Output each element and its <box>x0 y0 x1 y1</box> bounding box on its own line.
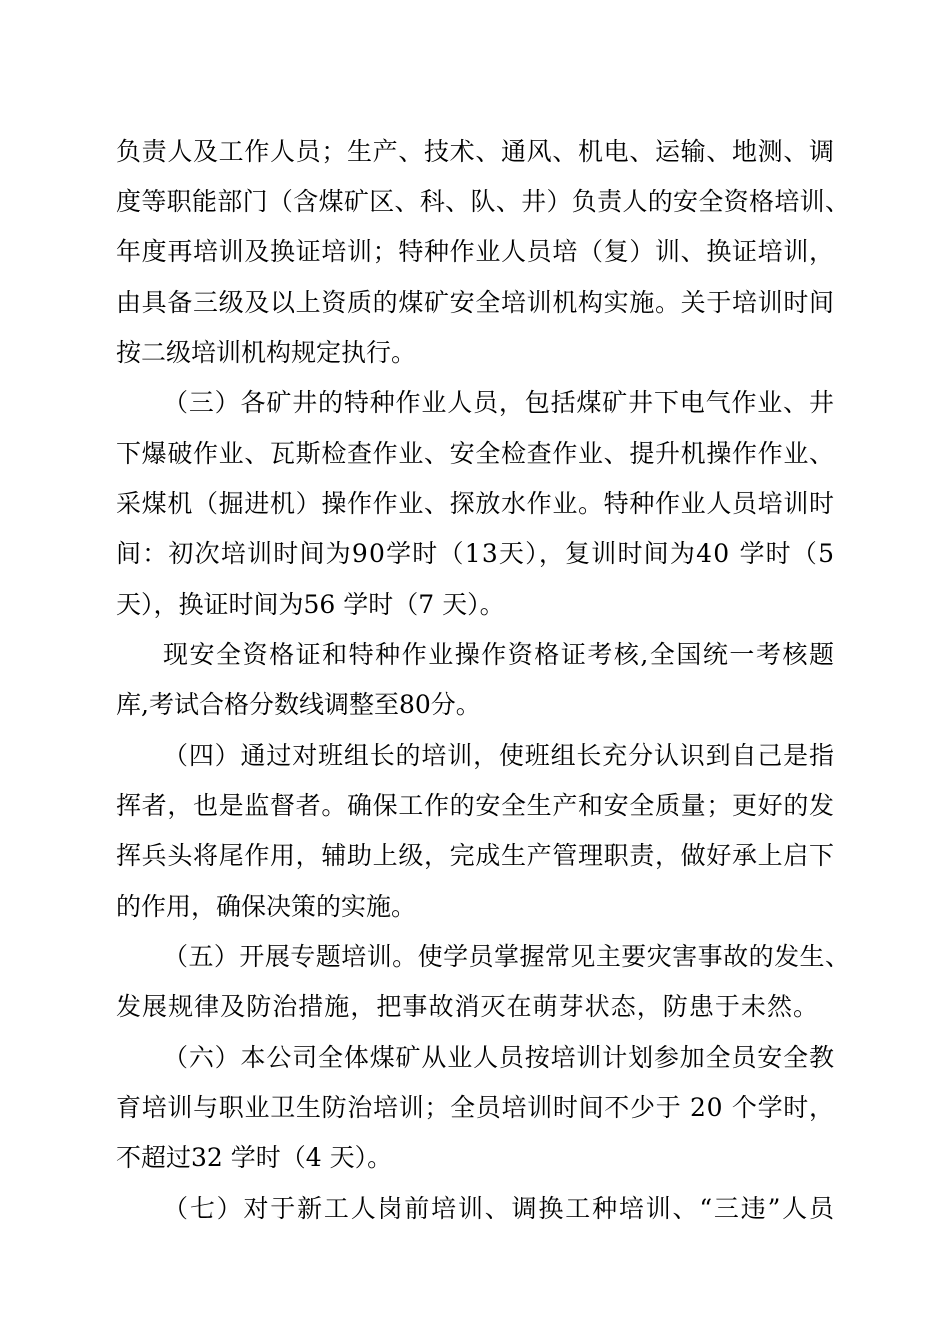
text-line: 度等职能部门（含煤矿区、科、队、井）负责人的安全资格培训、 <box>116 187 851 216</box>
text-line: 按二级培训机构规定执行。 <box>116 338 417 367</box>
text-line: 库,考试合格分数线调整至80分。 <box>116 690 481 719</box>
text-line: （七）对于新工人岗前培训、调换工种培训、“三违”人员 <box>163 1194 836 1223</box>
text-line: 间：初次培训时间为90学时（13天），复训时间为40 学时（5 <box>116 539 836 568</box>
text-line: 发展规律及防治措施，把事故消灭在萌芽状态，防患于未然。 <box>116 992 820 1021</box>
text-line: 挥兵头将尾作用，辅助上级，完成生产管理职责，做好承上启下 <box>116 841 835 870</box>
text-line: 负责人及工作人员；生产、技术、通风、机电、运输、地测、调 <box>116 137 835 166</box>
text-line: 不超过32 学时（4 天）。 <box>116 1143 393 1172</box>
text-line: 天），换证时间为56 学时（7 天）。 <box>116 590 505 619</box>
text-line: 的作用，确保决策的实施。 <box>116 892 417 921</box>
text-line: 挥者，也是监督者。确保工作的安全生产和安全质量；更好的发 <box>116 791 835 820</box>
text-line: 现安全资格证和特种作业操作资格证考核,全国统一考核题 <box>163 640 836 669</box>
text-line: （四）通过对班组长的培训，使班组长充分认识到自己是指 <box>163 741 835 770</box>
text-line: （六）本公司全体煤矿从业人员按培训计划参加全员安全教 <box>163 1043 835 1072</box>
text-line: 下爆破作业、瓦斯检查作业、安全检查作业、提升机操作作业、 <box>116 439 835 468</box>
text-line: （五）开展专题培训。使学员掌握常见主要灾害事故的发生、 <box>163 942 851 971</box>
text-line: 采煤机（掘进机）操作作业、探放水作业。特种作业人员培训时 <box>116 489 835 518</box>
text-line: 由具备三级及以上资质的煤矿安全培训机构实施。关于培训时间 <box>116 288 835 317</box>
text-line: （三）各矿井的特种作业人员，包括煤矿井下电气作业、井 <box>163 388 835 417</box>
text-line: 育培训与职业卫生防治培训；全员培训时间不少于 20 个学时， <box>116 1093 835 1122</box>
text-line: 年度再培训及换证培训；特种作业人员培（复）训、换证培训， <box>116 237 835 266</box>
